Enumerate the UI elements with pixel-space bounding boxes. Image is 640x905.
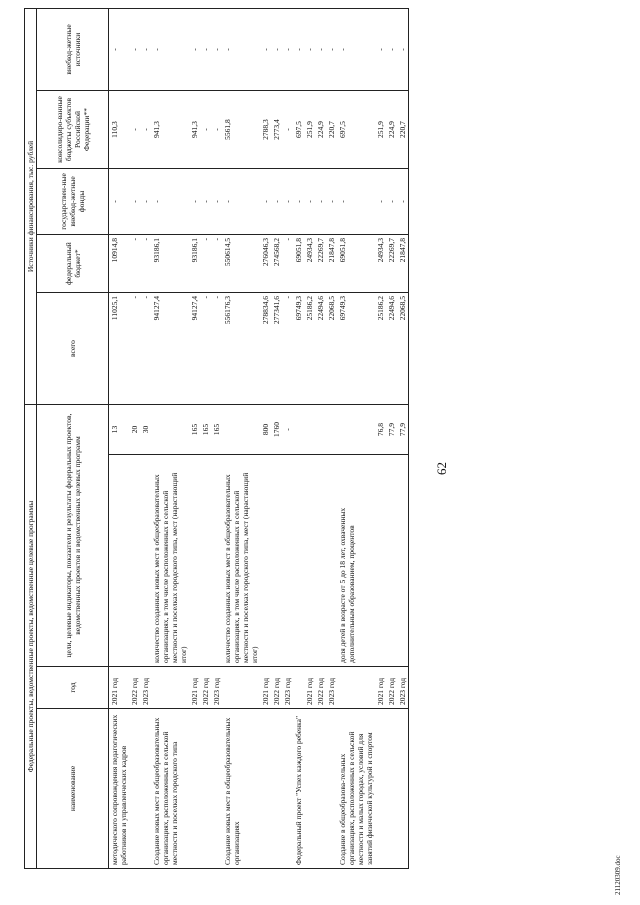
cell-regional: - [211, 91, 222, 169]
cell-extrabudgetary: - [151, 8, 189, 90]
table-row [151, 8, 189, 868]
cell-name [211, 709, 222, 869]
cell-indicator: доля детей в возрасте от 5 до 18 лет, охваченных дополнительным образованием, процентов [337, 455, 375, 667]
cell-total: 25186,2 [304, 293, 315, 405]
cell-year: 2023 год [282, 667, 293, 709]
financing-table [24, 8, 409, 869]
cell-regional: 251,9 [375, 91, 386, 169]
cell-indicator-value: - [282, 405, 293, 455]
cell-name: Создание новых мест в общеобразовательных организациях [222, 709, 260, 869]
cell-total: - [140, 293, 151, 405]
cell-regional: 220,7 [326, 91, 337, 169]
cell-year: 2021 год [304, 667, 315, 709]
cell-indicator [315, 455, 326, 667]
cell-total: - [129, 293, 140, 405]
cell-indicator-value [293, 405, 304, 455]
header-federal-budget: федеральный бюджет* [37, 235, 109, 293]
table-row [375, 8, 386, 868]
cell-indicator [189, 455, 200, 667]
cell-indicator-value: 165 [211, 405, 222, 455]
cell-name [271, 709, 282, 869]
cell-extrabudgetary: - [304, 8, 315, 90]
cell-indicator [386, 455, 397, 667]
cell-federal: 93186,1 [189, 235, 200, 293]
cell-name [326, 709, 337, 869]
cell-year [151, 667, 189, 709]
cell-name [189, 709, 200, 869]
cell-indicator-value: 30 [140, 405, 151, 455]
header-goals: цели, целевые индикаторы, показатели и результаты федеральных проектов, ведомственных проектов и ведомственных целевых программ [37, 405, 109, 667]
cell-extrabudgetary: - [189, 8, 200, 90]
cell-name [304, 709, 315, 869]
cell-total: 69749,3 [293, 293, 304, 405]
cell-indicator-value: 13 [109, 405, 130, 455]
cell-indicator [326, 455, 337, 667]
cell-federal: - [129, 235, 140, 293]
table-row [304, 8, 315, 868]
cell-state-funds: - [282, 169, 293, 235]
cell-state-funds: - [140, 169, 151, 235]
cell-year [293, 667, 304, 709]
cell-name: методического сопровождения педагогических работников и управленческих кадров [109, 709, 130, 869]
cell-name [282, 709, 293, 869]
cell-indicator-value: 165 [200, 405, 211, 455]
cell-extrabudgetary: - [397, 8, 409, 90]
cell-federal: 22269,7 [315, 235, 326, 293]
cell-name: Создание в общеобразова-тельных организациях, расположенных в сельской местности и малых городах, условий для занятий физической культурой и спортом [337, 709, 375, 869]
cell-state-funds: - [315, 169, 326, 235]
cell-year: 2021 год [109, 667, 130, 709]
cell-federal: - [140, 235, 151, 293]
cell-indicator-value [337, 405, 375, 455]
footer-filename: 21120309.doc [614, 855, 622, 895]
header-regional-budgets: консолидиро-ванные бюджеты субъектов Российской Федерации** [37, 91, 109, 169]
cell-indicator-value [222, 405, 260, 455]
cell-total: 22494,6 [315, 293, 326, 405]
cell-extrabudgetary: - [129, 8, 140, 90]
cell-indicator-value [315, 405, 326, 455]
cell-extrabudgetary: - [260, 8, 271, 90]
cell-extrabudgetary: - [109, 8, 130, 90]
cell-year: 2022 год [200, 667, 211, 709]
page-number: 62 [434, 462, 449, 475]
header-total: всего [37, 293, 109, 405]
cell-regional: 251,9 [304, 91, 315, 169]
cell-federal: 550614,5 [222, 235, 260, 293]
cell-indicator-value: 165 [189, 405, 200, 455]
header-group-projects: Федеральные проекты, ведомственные проекты, ведомственные целевые программы [25, 405, 37, 869]
cell-state-funds: - [386, 169, 397, 235]
cell-extrabudgetary: - [315, 8, 326, 90]
cell-year: 2021 год [375, 667, 386, 709]
cell-indicator [304, 455, 315, 667]
cell-name: Создание новых мест в общеобразовательных организациях, расположенных в сельской местности и поселках городского типа [151, 709, 189, 869]
cell-year: 2023 год [140, 667, 151, 709]
cell-regional: - [129, 91, 140, 169]
cell-extrabudgetary: - [386, 8, 397, 90]
cell-regional: 224,9 [386, 91, 397, 169]
cell-indicator-value [304, 405, 315, 455]
cell-name [386, 709, 397, 869]
cell-indicator [109, 455, 130, 667]
table-row [222, 8, 260, 868]
cell-federal: 24934,3 [304, 235, 315, 293]
table-row [109, 8, 130, 868]
cell-regional: 224,9 [315, 91, 326, 169]
cell-name [315, 709, 326, 869]
cell-name [200, 709, 211, 869]
cell-name [140, 709, 151, 869]
cell-indicator [271, 455, 282, 667]
cell-federal: 21847,8 [397, 235, 409, 293]
table-row [326, 8, 337, 868]
cell-federal: 22269,7 [386, 235, 397, 293]
cell-regional: 2788,3 [260, 91, 271, 169]
cell-extrabudgetary: - [211, 8, 222, 90]
cell-indicator [282, 455, 293, 667]
cell-total: 22068,5 [326, 293, 337, 405]
cell-federal: - [211, 235, 222, 293]
table-body [109, 8, 409, 868]
cell-state-funds: - [375, 169, 386, 235]
cell-year: 2023 год [397, 667, 409, 709]
cell-total: - [282, 293, 293, 405]
cell-extrabudgetary: - [140, 8, 151, 90]
cell-year: 2022 год [386, 667, 397, 709]
table-row [211, 8, 222, 868]
cell-regional: 110,3 [109, 91, 130, 169]
cell-regional: 697,5 [337, 91, 375, 169]
cell-federal: 24934,3 [375, 235, 386, 293]
cell-year: 2023 год [326, 667, 337, 709]
table-row [189, 8, 200, 868]
header-name: наименование [37, 709, 109, 869]
cell-total: - [200, 293, 211, 405]
cell-year: 2021 год [260, 667, 271, 709]
cell-indicator-value: 77,9 [397, 405, 409, 455]
cell-extrabudgetary: - [200, 8, 211, 90]
cell-state-funds: - [151, 169, 189, 235]
cell-federal: - [200, 235, 211, 293]
cell-state-funds: - [304, 169, 315, 235]
cell-federal: 274568,2 [271, 235, 282, 293]
cell-indicator [375, 455, 386, 667]
cell-total: 11025,1 [109, 293, 130, 405]
cell-name [260, 709, 271, 869]
cell-total: 277341,6 [271, 293, 282, 405]
cell-state-funds: - [211, 169, 222, 235]
cell-indicator-value [326, 405, 337, 455]
table-row [315, 8, 326, 868]
table-row [282, 8, 293, 868]
table-row [260, 8, 271, 868]
cell-state-funds: - [326, 169, 337, 235]
cell-extrabudgetary: - [222, 8, 260, 90]
cell-total: 25186,2 [375, 293, 386, 405]
cell-state-funds: - [397, 169, 409, 235]
cell-name: Федеральный проект "Успех каждого ребенка" [293, 709, 304, 869]
table-row [271, 8, 282, 868]
header-group-financing: Источники финансирования, тыс. рублей [25, 8, 37, 404]
cell-total: 94127,4 [151, 293, 189, 405]
cell-indicator: количество созданных новых мест в общеобразовательных организациях, в том числе расположенных в сельской местности и поселках городского типа, мест (нарастающий итог) [151, 455, 189, 667]
cell-year: 2022 год [315, 667, 326, 709]
cell-name [129, 709, 140, 869]
cell-state-funds: - [189, 169, 200, 235]
cell-indicator [260, 455, 271, 667]
cell-federal: 276046,3 [260, 235, 271, 293]
cell-regional: 2773,4 [271, 91, 282, 169]
cell-year [337, 667, 375, 709]
cell-state-funds: - [293, 169, 304, 235]
cell-indicator [129, 455, 140, 667]
cell-year [222, 667, 260, 709]
cell-federal: 93186,1 [151, 235, 189, 293]
cell-indicator-value [151, 405, 189, 455]
table-row [140, 8, 151, 868]
cell-total: - [211, 293, 222, 405]
cell-extrabudgetary: - [282, 8, 293, 90]
table-row [337, 8, 375, 868]
cell-name [397, 709, 409, 869]
cell-regional: - [200, 91, 211, 169]
cell-state-funds: - [260, 169, 271, 235]
cell-indicator-value: 800 [260, 405, 271, 455]
cell-name [375, 709, 386, 869]
cell-state-funds: - [337, 169, 375, 235]
cell-extrabudgetary: - [326, 8, 337, 90]
cell-regional: - [140, 91, 151, 169]
cell-total: 22068,5 [397, 293, 409, 405]
cell-federal: 69051,8 [337, 235, 375, 293]
cell-total: 556176,3 [222, 293, 260, 405]
table-row [397, 8, 409, 868]
cell-year: 2023 год [211, 667, 222, 709]
cell-state-funds: - [129, 169, 140, 235]
cell-year: 2022 год [129, 667, 140, 709]
cell-year: 2022 год [271, 667, 282, 709]
cell-state-funds: - [200, 169, 211, 235]
cell-regional: 5561,8 [222, 91, 260, 169]
cell-year: 2021 год [189, 667, 200, 709]
cell-indicator [397, 455, 409, 667]
cell-total: 22494,6 [386, 293, 397, 405]
cell-state-funds: - [109, 169, 130, 235]
header-extrabudgetary: внебюд-жетные источники [37, 8, 109, 90]
table-row [386, 8, 397, 868]
cell-extrabudgetary: - [337, 8, 375, 90]
cell-state-funds: - [222, 169, 260, 235]
cell-indicator-value: 1760 [271, 405, 282, 455]
cell-federal: - [282, 235, 293, 293]
table-row [200, 8, 211, 868]
table-row [129, 8, 140, 868]
cell-extrabudgetary: - [375, 8, 386, 90]
header-year: год [37, 667, 109, 709]
cell-total: 94127,4 [189, 293, 200, 405]
header-state-funds: государствен-ные внебюд-жетные фонды [37, 169, 109, 235]
cell-regional: 941,3 [151, 91, 189, 169]
cell-indicator [293, 455, 304, 667]
cell-total: 69749,3 [337, 293, 375, 405]
cell-indicator-value: 77,9 [386, 405, 397, 455]
cell-indicator-value: 76,8 [375, 405, 386, 455]
cell-regional: 697,5 [293, 91, 304, 169]
cell-federal: 10914,8 [109, 235, 130, 293]
cell-total: 278834,6 [260, 293, 271, 405]
cell-regional: 941,3 [189, 91, 200, 169]
cell-indicator-value: 20 [129, 405, 140, 455]
table-row [293, 8, 304, 868]
cell-federal: 69051,8 [293, 235, 304, 293]
cell-state-funds: - [271, 169, 282, 235]
cell-federal: 21847,8 [326, 235, 337, 293]
cell-indicator [211, 455, 222, 667]
cell-regional: 220,7 [397, 91, 409, 169]
cell-indicator [140, 455, 151, 667]
cell-indicator [200, 455, 211, 667]
cell-extrabudgetary: - [271, 8, 282, 90]
cell-indicator: количество созданных новых мест в общеобразовательных организациях, в том числе расположенных в сельской местности и поселках городского типа, мест (нарастающий итог) [222, 455, 260, 667]
cell-regional: - [282, 91, 293, 169]
cell-extrabudgetary: - [293, 8, 304, 90]
